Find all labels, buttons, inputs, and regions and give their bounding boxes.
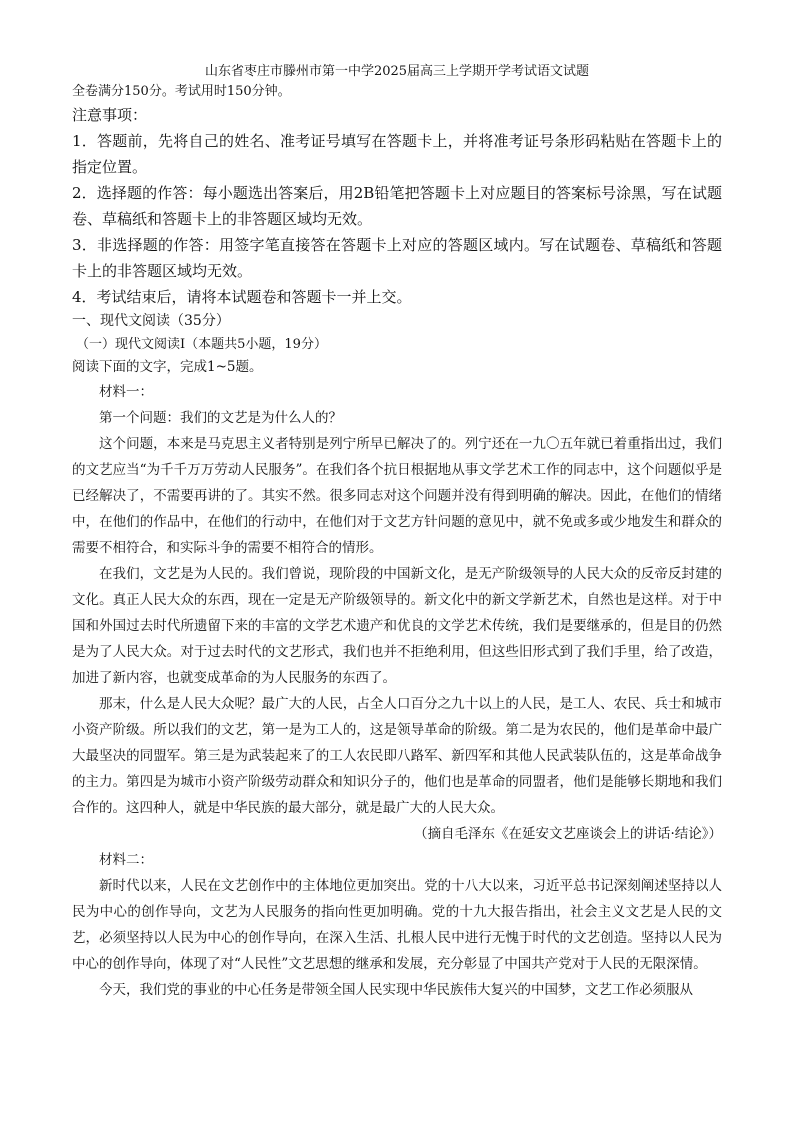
notice-item: 1．答题前，先将自己的姓名、准考证号填写在答题卡上，并将准考证号条形码粘贴在答题卡上的指定位置。 <box>72 132 722 176</box>
subsection-heading: （一）现代文阅读Ⅰ（本题共5小题，19分） <box>76 337 327 352</box>
material-one-question: 第一个问题：我们的文艺是为什么人的？ <box>99 410 342 426</box>
exam-title: 山东省枣庄市滕州市第一中学2025届高三上学期开学考试语文试题 <box>204 64 590 79</box>
material-one-source: （摘自毛泽东《在延安文艺座谈会上的讲话·结论》） <box>413 826 722 842</box>
material-two <box>72 847 722 1003</box>
notice-item: 3．非选择题的作答：用签字笔直接答在答题卡上对应的答题区域内。写在试题卷、草稿纸和答题卡上的非答题区域均无效。 <box>72 236 722 280</box>
material-two-paragraph: 新时代以来，人民在文艺创作中的主体地位更加突出。党的十八大以来，习近平总书记深刻阐述坚持以人民为中心的创作导向，文艺为人民服务的指向性更加明确。党的十九大报告指出，社会主义文艺是人民的文艺，必须坚持以人民为中心的创作导向，在深入生活、扎根人民中进行无愧于时代的文艺创造。坚持以人民为中心的创作导向，体现了对“人民性”文艺思想的继承和发展，充分彰显了中国共产党对于人民的无限深情。 <box>72 878 722 972</box>
reading-instruction: 阅读下面的文字，完成1~5题。 <box>72 359 263 375</box>
section-heading: 一、现代文阅读（35分） <box>72 313 230 329</box>
exam-page <box>72 62 722 1003</box>
material-one <box>72 379 722 847</box>
material-two-label: 材料二： <box>99 852 153 868</box>
material-two-paragraph: 今天，我们党的事业的中心任务是带领全国人民实现中华民族伟大复兴的中国梦，文艺工作必须服从 <box>99 982 693 998</box>
notice-item: 4．考试结束后，请将本试题卷和答题卡一并上交。 <box>72 288 412 306</box>
exam-meta: 全卷满分150分。考试用时150分钟。 <box>72 84 291 99</box>
material-one-paragraph: 那末，什么是人民大众呢？最广大的人民，占全人口百分之九十以上的人民，是工人、农民、兵士和城市小资产阶级。所以我们的文艺，第一是为工人的，这是领导革命的阶级。第二是为农民的，他们是革命中最广大最坚决的同盟军。第三是为武装起来了的工人农民即八路军、新四军和其他人民武装队伍的，这是革命战争的主力。第四是为城市小资产阶级劳动群众和知识分子的，他们也是革命的同盟者，他们是能够长期地和我们合作的。这四种人，就是中华民族的最大部分，就是最广大的人民大众。 <box>72 696 722 816</box>
material-one-paragraph: 在我们，文艺是为人民的。我们曾说，现阶段的中国新文化，是无产阶级领导的人民大众的反帝反封建的文化。真正人民大众的东西，现在一定是无产阶级领导的。新文化中的新文学新艺术，自然也是这样。对于中国和外国过去时代所遗留下来的丰富的文学艺术遗产和优良的文学艺术传统，我们是要继承的，但是目的仍然是为了人民大众。对于过去时代的文艺形式，我们也并不拒绝利用，但这些旧形式到了我们手里，给了改造，加进了新内容，也就变成革命的为人民服务的东西了。 <box>72 566 722 686</box>
material-one-label: 材料一： <box>99 384 153 400</box>
notice-item: 2．选择题的作答：每小题选出答案后，用2B铅笔把答题卡上对应题目的答案标号涂黑，写在试题卷、草稿纸和答题卡上的非答题区域均无效。 <box>72 184 722 228</box>
material-one-paragraph: 这个问题，本来是马克思主义者特别是列宁所早已解决了的。列宁还在一九〇五年就已着重指出过，我们的文艺应当“为千千万万劳动人民服务”。在我们各个抗日根据地从事文学艺术工作的同志中，这个问题似乎是已经解决了，不需要再讲的了。其实不然。很多同志对这个问题并没有得到明确的解决。因此，在他们的情绪中，在他们的作品中，在他们的行动中，在他们对于文艺方针问题的意见中，就不免或多或少地发生和群众的需要不相符合，和实际斗争的需要不相符合的情形。 <box>72 436 722 556</box>
notice-list <box>72 128 722 310</box>
notice-heading: 注意事项： <box>72 106 148 124</box>
